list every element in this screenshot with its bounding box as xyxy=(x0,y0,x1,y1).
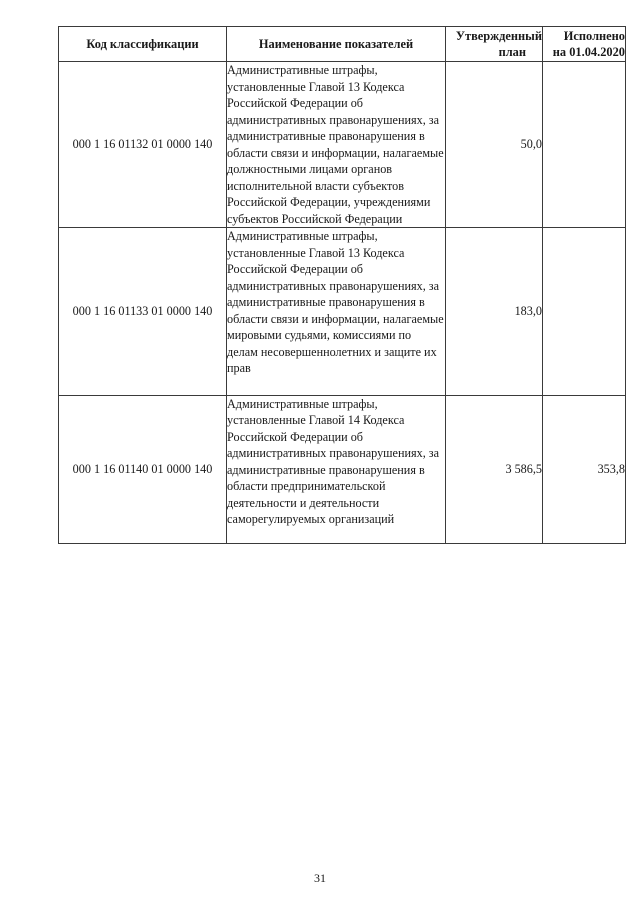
row-name: Административные штрафы, установленные Главой 14 Кодекса Российской Федерации об административных правонарушениях, за административные правонарушения в области предпринимательской деятельности и деятельности саморегулируемых организаций xyxy=(227,395,446,543)
table-row xyxy=(59,228,626,396)
table-header-row xyxy=(59,27,626,62)
row-done: 353,8 xyxy=(543,395,626,543)
row-done xyxy=(543,62,626,228)
header-plan-line2: план xyxy=(498,45,526,59)
revenue-table xyxy=(58,26,626,544)
header-plan-line1: Утвержденный xyxy=(455,29,542,43)
row-name: Административные штрафы, установленные Главой 13 Кодекса Российской Федерации об административных правонарушениях, за административные правонарушения в области связи и информации, налагаемые должностными лицами органов исполнительной власти субъектов Российской Федерации, учреждениями субъектов Российской Федерации xyxy=(227,63,444,226)
header-name: Наименование показателей xyxy=(227,27,446,62)
header-done-line1: Исполнено xyxy=(563,29,625,43)
header-plan xyxy=(446,27,543,62)
row-plan: 183,0 xyxy=(446,228,543,396)
row-code: 000 1 16 01140 01 0000 140 xyxy=(59,395,227,543)
table-row xyxy=(59,62,626,228)
header-done xyxy=(543,27,626,62)
row-code: 000 1 16 01132 01 0000 140 xyxy=(59,62,227,228)
row-plan: 50,0 xyxy=(446,62,543,228)
table-row xyxy=(59,395,626,543)
row-name: Административные штрафы, установленные Главой 13 Кодекса Российской Федерации об административных правонарушениях, за административные правонарушения в области связи и информации, налагаемые мировыми судьями, комиссиями по делам несовершеннолетних и защите их прав xyxy=(227,228,446,396)
header-done-line2: на 01.04.2020 xyxy=(552,45,625,59)
row-code: 000 1 16 01133 01 0000 140 xyxy=(59,228,227,396)
page-number: 31 xyxy=(314,871,326,885)
row-plan: 3 586,5 xyxy=(446,395,543,543)
row-done xyxy=(543,228,626,396)
header-code: Код классификации xyxy=(59,27,227,62)
